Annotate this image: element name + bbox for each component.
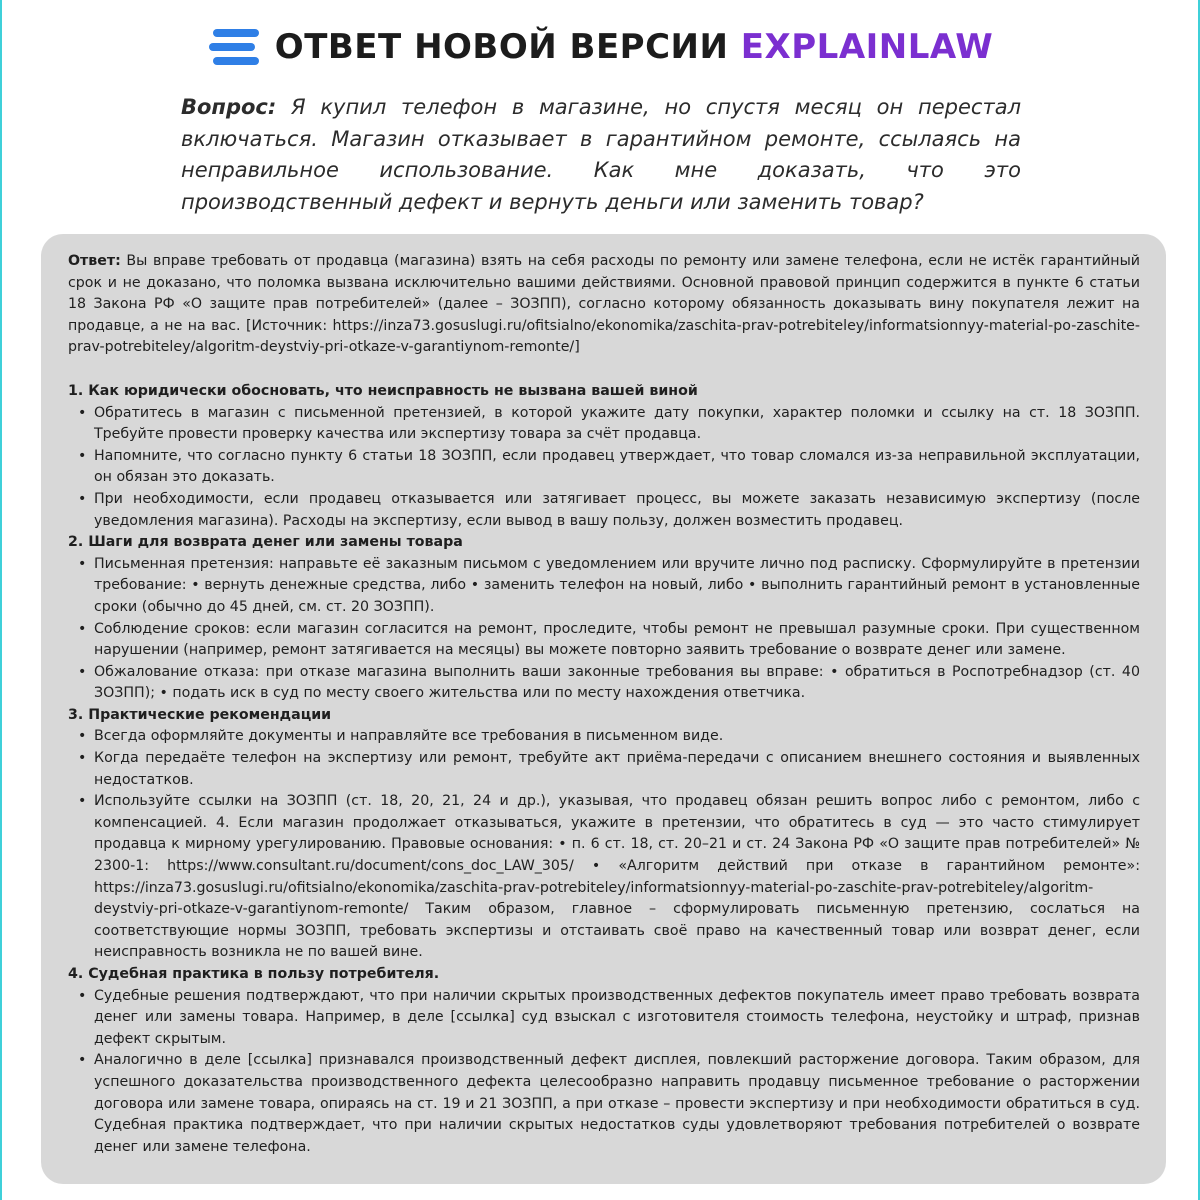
answer-intro: [68, 251, 1140, 359]
list-item: • При необходимости, если продавец отказывается или затягивает процесс, вы можете заказать независимую экспертизу (после уведомления магазина). Расходы на экспертизу, если вывод в вашу пользу, должен возместить продавец.: [68, 489, 1140, 532]
section-heading: 4. Судебная практика в пользу потребителя.: [68, 966, 440, 982]
question-text: Я купил телефон в магазине, но спустя месяц он перестал включаться. Магазин отказывает в гарантийном ремонте, ссылаясь на неправильное использование. Как мне доказать, что это производственный дефект и вернуть деньги или заменить товар?: [181, 95, 1021, 214]
section-list: [68, 554, 1140, 705]
list-item: • Используйте ссылки на ЗОЗПП (ст. 18, 20, 21, 24 и др.), указывая, что продавец обязан решить вопрос либо с ремонтом, либо с компенсацией. 4. Если магазин продолжает отказываться, укажите в претензии, что обратитесь в суд — это часто стимулирует продавца к мирному урегулированию. Правовые основания: • п. 6 ст. 18, ст. 20–21 и ст. 24 Закона РФ «О защите прав потребителей» № 2300-1: https://www.consultant.ru/document/cons_doc_LAW_305/ • «Алгоритм действий при отказе в гарантийном ремонте»: https://inza73.gosuslugi.ru/ofitsialno/ekonomika/zaschita-prav-potrebiteley/informatsionnyy-material-po-zaschite-prav-potrebiteley/algoritm-deystviy-pri-otkaze-v-garantiynom-remonte/ Таким образом, главное – сформулировать письменную претензию, сослаться на соответствующие нормы ЗОЗПП, требовать экспертизы и отстаивать своё право на качественный товар или возврат денег, если неисправность возникла не по вашей вине.: [68, 791, 1140, 964]
question-block: [181, 92, 1021, 218]
answer-label: Ответ:: [68, 253, 121, 269]
list-item: • Напомните, что согласно пункту 6 статьи 18 ЗОЗПП, если продавец утверждает, что товар сломался из-за неправильной эксплуатации, он обязан это доказать.: [68, 446, 1140, 489]
list-item: • Когда передаёте телефон на экспертизу или ремонт, требуйте акт приёма-передачи с описанием внешнего состояния и выявленных недостатков.: [68, 748, 1140, 791]
section-heading: 2. Шаги для возврата денег или замены товара: [68, 534, 463, 551]
list-item: • Обратитесь в магазин с письменной претензией, в которой укажите дату покупки, характер поломки и ссылку на ст. 18 ЗОЗПП. Требуйте провести проверку качества или экспертизу товара за счёт продавца.: [68, 403, 1140, 446]
question-label: Вопрос:: [181, 95, 277, 119]
list-item: • Всегда оформляйте документы и направляйте все требования в письменном виде.: [68, 726, 1140, 748]
list-item: • Письменная претензия: направьте её заказным письмом с уведомлением или вручите лично под расписку. Сформулируйте в претензии требование: • вернуть денежные средства, либо • заменить телефон на новый, либо • выполнить гарантийный ремонт в установленные сроки (обычно до 45 дней, см. ст. 20 ЗОЗПП).: [68, 554, 1140, 619]
list-item: • Соблюдение сроков: если магазин согласится на ремонт, проследите, чтобы ремонт не превышал разумные сроки. При существенном нарушении (например, ремонт затягивается на месяцы) вы можете повторно заявить требование о возврате денег или замене.: [68, 619, 1140, 662]
title-brand: EXPLAINLAW: [740, 27, 994, 67]
section-list: [68, 726, 1140, 964]
stacked-lines-icon: [207, 27, 263, 67]
title-main: ОТВЕТ НОВОЙ ВЕРСИИ: [274, 27, 729, 67]
section-list: [68, 403, 1140, 533]
section-list: [68, 986, 1140, 1159]
list-item: • Аналогично в деле [ссылка] признавался производственный дефект дисплея, повлекший расторжение договора. Таким образом, для успешного доказательства производственного дефекта целесообразно направить продавцу письменное требование о расторжении договора или замене товара, опираясь на ст. 19 и 21 ЗОЗПП, а при отказе – провести экспертизу и при необходимости обратиться в суд. Судебная практика подтверждает, что при наличии скрытых недостатков суды удовлетворяют требования потребителей о возврате денег или замене телефона.: [68, 1050, 1140, 1158]
answer-intro-text: Вы вправе требовать от продавца (магазина) взять на себя расходы по ремонту или замене телефона, если не истёк гарантийный срок и не доказано, что поломка вызвана исключительно вашими действиями. Основной правовой принцип содержится в пункте 6 статьи 18 Закона РФ «О защите прав потребителей» (далее – ЗОЗПП), согласно которому обязанность доказывать вину покупателя лежит на продавце, а не на вас. [Источник: https://inza73.gosuslugi.ru/ofitsialno/ekonomika/zaschita-prav-potrebiteley/informatsionnyy-material-po-zaschite-prav-potrebiteley/algoritm-deystviy-pri-otkaze-v-garantiynom-remonte/]: [68, 253, 1141, 356]
list-item: • Обжалование отказа: при отказе магазина выполнить ваши законные требования вы вправе: • обратиться в Роспотребнадзор (ст. 40 ЗОЗПП); • подать иск в суд по месту своего жительства или по месту нахождения ответчика.: [68, 662, 1140, 705]
page-header: [0, 24, 1200, 70]
page-title: [275, 27, 993, 67]
section-heading: 1. Как юридически обосновать, что неисправность не вызвана вашей виной: [68, 382, 698, 399]
list-item: • Судебные решения подтверждают, что при наличии скрытых производственных дефектов покупатель имеет право требовать возврата денег или замены товара. Например, в деле [ссылка] суд взыскал с изготовителя стоимость телефона, неустойку и штраф, признав дефект скрытым.: [68, 986, 1140, 1051]
answer-content: [68, 251, 1140, 1158]
spacer: [68, 359, 1140, 381]
section-heading: 3. Практические рекомендации: [68, 706, 332, 723]
